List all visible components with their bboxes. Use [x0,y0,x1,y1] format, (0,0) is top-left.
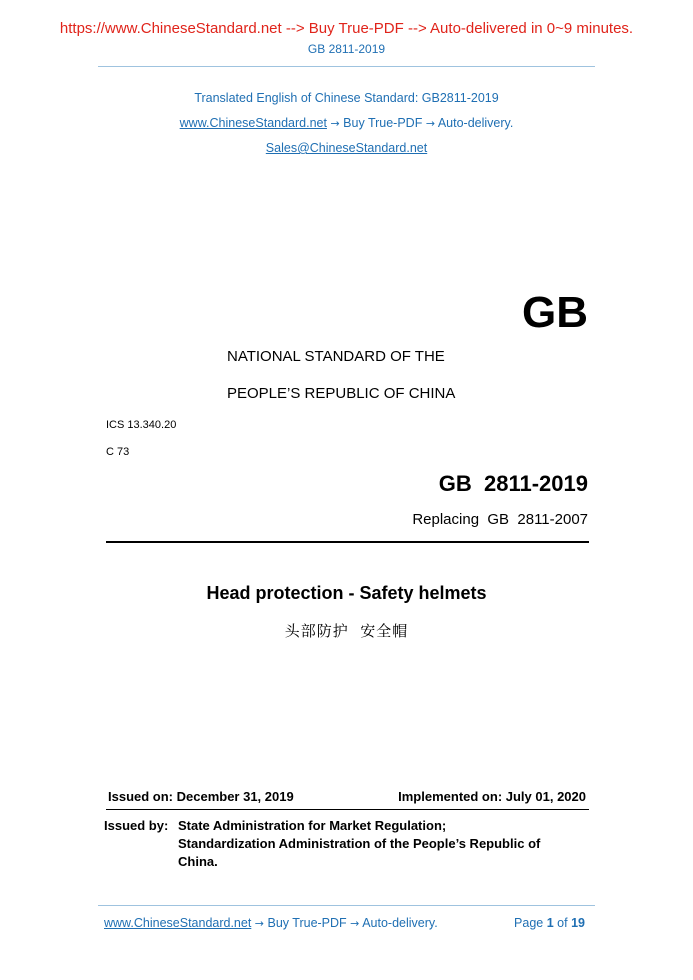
national-standard-line2: PEOPLE’S REPUBLIC OF CHINA [227,385,456,402]
replacing-note: Replacing GB 2811-2007 [412,511,588,528]
right-arrow-icon: → [425,117,436,130]
header-code: GB 2811-2019 [307,42,386,56]
footer-delivery-text: Auto-delivery. [362,916,438,930]
right-arrow-icon: → [330,117,340,130]
footer-buy-link[interactable]: Buy True-PDF [267,916,347,930]
issuer-2: Standardization Administration of the People’s Republic of [178,836,541,851]
national-standard-line1: NATIONAL STANDARD OF THE [227,348,445,365]
issuer-2-cont: China. [178,854,218,869]
issuer-1: State Administration for Market Regulation; [178,818,447,833]
email-row [0,141,693,155]
standard-number: GB 2811-2019 [438,471,588,496]
page-indicator [514,916,585,930]
site-link[interactable]: www.ChineseStandard.net [179,116,327,130]
footer-links [104,916,438,930]
top-banner[interactable]: https://www.ChineseStandard.net --> Buy True-PDF --> Auto-delivered in 0~9 minutes. [59,20,634,37]
right-arrow-icon: → [254,917,265,930]
implemented-on: Implemented on: July 01, 2020 [398,789,586,804]
email-link[interactable]: Sales@ChineseStandard.net [265,141,428,155]
title-chinese: 头部防护 安全帽 [284,622,409,640]
translation-notice: Translated English of Chinese Standard: GB2811-2019 [194,91,499,105]
cover-divider [106,541,589,543]
ccs-code: C 73 [106,446,130,458]
gb-mark: GB [522,288,588,337]
header-divider [98,66,595,67]
title-english: Head protection - Safety helmets [206,583,487,603]
page-current: 1 [546,916,554,930]
translation-links [0,116,693,130]
page-total: 19 [571,916,585,930]
issued-divider [106,809,589,810]
buy-link[interactable]: Buy True-PDF [343,116,423,130]
footer-divider [98,905,595,906]
page-label: Page [514,916,544,930]
right-arrow-icon: → [350,917,360,930]
footer-site-link[interactable]: www.ChineseStandard.net [104,916,252,930]
issued-by-label: Issued by: [104,818,169,833]
issued-on: Issued on: December 31, 2019 [108,789,294,804]
ics-code: ICS 13.340.20 [106,419,177,431]
page-of: of [557,916,568,930]
delivery-text: Auto-delivery. [437,116,514,130]
